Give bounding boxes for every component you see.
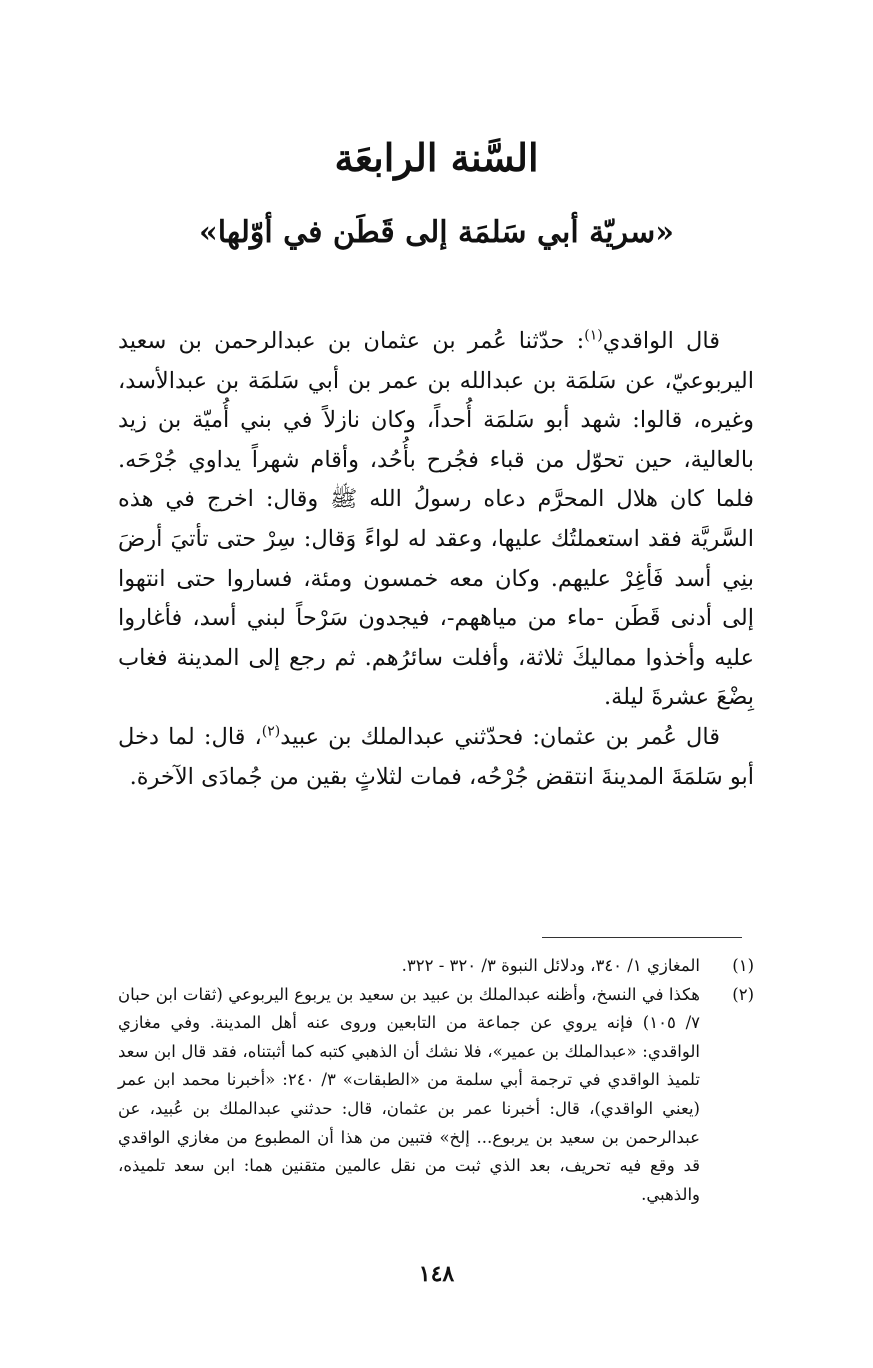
paragraph-text: قال عُمر بن عثمان: فحدّثني عبدالملك بن عبيد bbox=[280, 723, 720, 750]
footnote-item bbox=[118, 952, 754, 981]
paragraph bbox=[118, 322, 754, 718]
paragraph-text: قال الواقدي bbox=[602, 328, 720, 354]
footnote-number: (٢) bbox=[732, 984, 754, 1004]
footnote-reference: (٢) bbox=[261, 723, 281, 740]
paragraph-text: : حدّثنا عُمر بن عثمان بن عبدالرحمن بن سعيد اليربوعيّ، عن سَلمَة بن عبدالله بن عمر بن أبي سَلمَة بن عبدالأسد، وغيره، قالوا: شهد أبو سَلمَة أُحداً، وكان نازلاً في بني أُميّة بن زيد بالعالية، حين تحوّل من قباء فجُرح بأُحُد، وأقام شهراً يداوي جُرْحَه. فلما كان هلال المحرَّم دعاه رسولُ الله ﷺ وقال: اخرج في هذه السَّريَّة فقد استعملتُك عليها، وعقد له لواءً وَقال: سِرْ حتى تأتيَ أرضَ بنِي أسد فَأغِرْ عليهم. وكان معه خمسون ومئة، فساروا حتى انتهوا إلى أدنى قَطَن -ماء من مياههم-، فيجدون سَرْحاً لبني أسد، فأغاروا عليه وأخذوا مماليكَ ثلاثة، وأفلت سائرُهم. ثم رجع إلى المدينة فغاب بِضْعَ عشرةَ ليلة. bbox=[118, 328, 754, 711]
footnote-text: المغازي ١/ ٣٤٠، ودلائل النبوة ٣/ ٣٢٠ - ٣٢٢. bbox=[401, 956, 700, 975]
footnote-divider bbox=[542, 937, 742, 938]
page-number: ١٤٨ bbox=[418, 1261, 455, 1287]
footnote-reference: (١) bbox=[584, 327, 603, 344]
footnote-number: (١) bbox=[732, 956, 754, 975]
footnote-item bbox=[118, 981, 754, 1210]
paragraph-text: ، قال: لما دخل أبو سَلمَةَ المدينةَ انتقض جُرْحُه، فمات لثلاثٍ بقين من جُمادَى الآخرة. bbox=[118, 723, 754, 790]
main-text bbox=[118, 322, 754, 797]
section-title: «سريّة أبي سَلمَة إلى قَطَن في أوّلها» bbox=[198, 215, 675, 250]
chapter-title: السَّنة الرابعَة bbox=[334, 135, 539, 180]
paragraph bbox=[118, 718, 754, 797]
footnote-text: هكذا في النسخ، وأظنه عبدالملك بن عبيد بن سعيد بن يربوع اليربوعي (ثقات ابن حبان ٧/ ١٠٥) فإنه يروي عن جماعة من التابعين وروى عنه أهل المدينة. وفي مغازي الواقدي: «عبدالملك بن عمير»، فلا نشك أن الذهبي كتبه كما أثبتناه، فقد قال ابن سعد تلميذ الواقدي في ترجمة أبي سلمة من «الطبقات» ٣/ ٢٤٠: «أخبرنا محمد ابن عمر (يعني الواقدي)، قال: أخبرنا عمر بن عثمان، قال: حدثني عبدالملك بن عُبيد، عن عبدالرحمن بن سعيد بن يربوع... إلخ» فتبين من هذا أن المطبوع من مغازي الواقدي قد وقع فيه تحريف، بعد الذي ثبت من نقل عالمين متقنين هما: ابن سعد تلميذه، والذهبي. bbox=[118, 984, 700, 1204]
footnotes bbox=[118, 952, 754, 1209]
